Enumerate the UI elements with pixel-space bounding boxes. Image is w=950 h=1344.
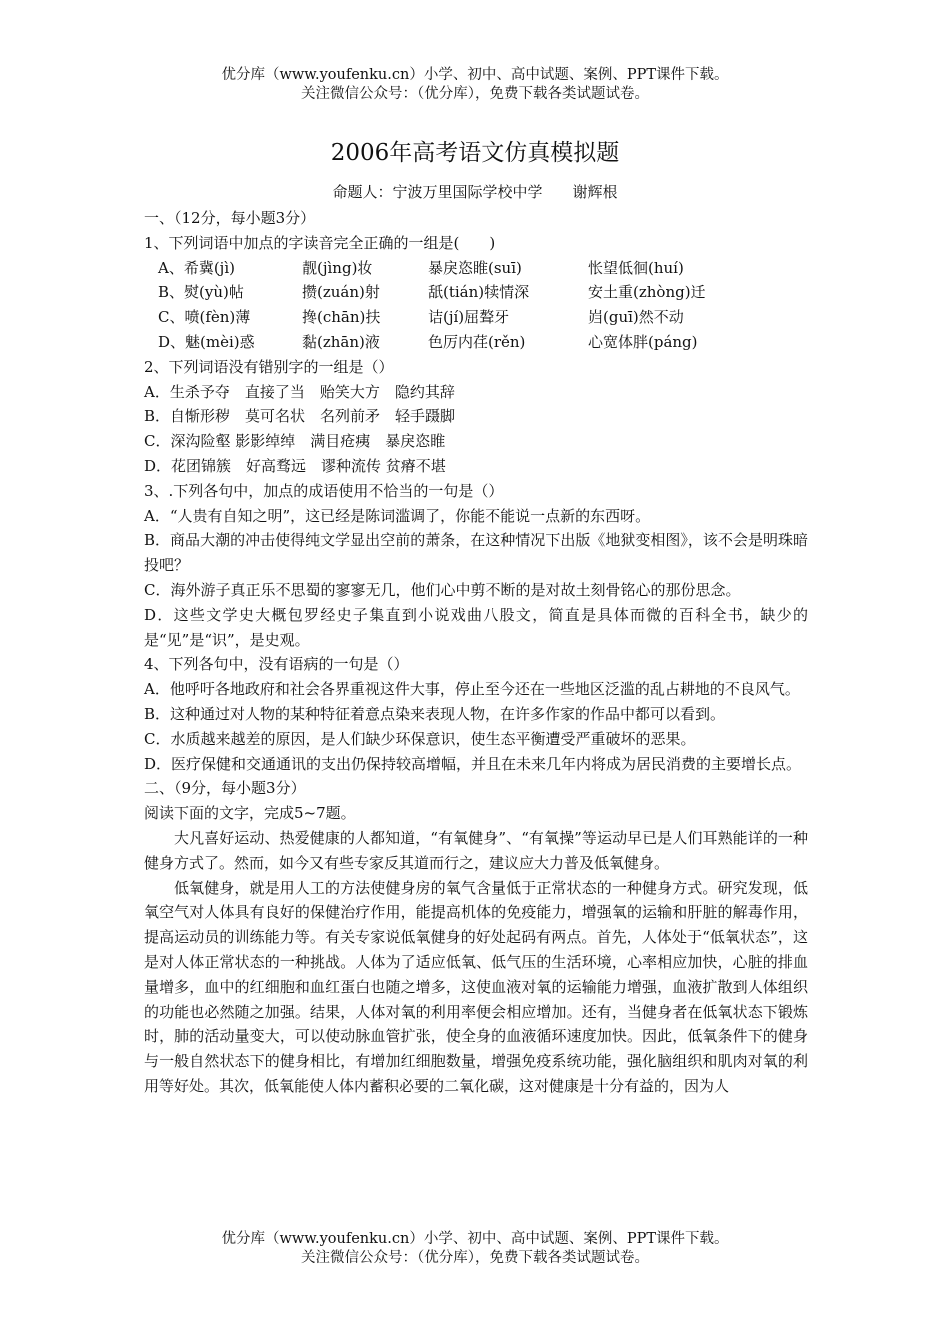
option-cell: 舐(tián)犊情深 [428, 283, 530, 302]
option-cell: 暴戾恣睢(suī) [428, 258, 522, 277]
option-cell: 色厉内荏(rěn) [428, 332, 526, 351]
question-1-option-row [144, 280, 808, 305]
section-1-heading: 一、（12分，每小题3分） [144, 209, 316, 227]
question-3-option-a: A．“人贵有自知之明”，这已经是陈词滥调了，你能不能说一点新的东西呀。 [144, 506, 651, 525]
option-cell: A、希冀(jì) [158, 258, 235, 277]
question-2-stem: 2、下列词语没有错别字的一组是（） [144, 357, 394, 376]
option-cell: C、喷(fèn)薄 [158, 308, 251, 327]
page-header [0, 66, 950, 104]
option-cell: 安土重(zhòng)迁 [588, 283, 706, 302]
option-cell: 靓(jìng)妆 [302, 258, 373, 277]
page-footer [0, 1230, 950, 1268]
question-4-option-d: D．医疗保健和交通通讯的支出仍保持较高增幅，并且在未来几年内将成为居民消费的主要增长点。 [144, 754, 802, 773]
header-line-1: 优分库（www.youfenku.cn）小学、初中、高中试题、案例、PPT课件下载。 [221, 67, 729, 83]
option-cell: 心宽体胖(páng) [588, 332, 698, 351]
question-2-option-d: D．花团锦簇 好高骛远 谬种流传 贫瘠不堪 [144, 456, 446, 475]
question-1-option-row [144, 330, 808, 355]
reading-instruction: 阅读下面的文字，完成5~7题。 [144, 804, 356, 823]
question-2-option-b: B．自惭形秽 莫可名状 名列前矛 轻手蹑脚 [144, 407, 456, 426]
option-cell: 诘(jí)屈聱牙 [428, 308, 510, 327]
question-1-option-row [144, 305, 808, 330]
option-cell: 攒(zuán)射 [302, 283, 380, 302]
reading-paragraph: 大凡喜好运动、热爱健康的人都知道，“有氧健身”、“有氧操”等运动早已是人们耳熟能详的一种健身方式了。然而，如今又有些专家反其道而行之，建议应大力普及低氧健身。 [144, 828, 808, 872]
header-line-2: 关注微信公众号：（优分库），免费下载各类试题试卷。 [301, 86, 649, 102]
question-3-option-b: B．商品大潮的冲击使得纯文学显出空前的萧条，在这种情况下出版《地狱变相图》，该不会是明珠暗投吧？ [144, 531, 808, 575]
option-cell: 搀(chān)扶 [302, 308, 381, 327]
question-3-option-c: C．海外游子真正乐不思蜀的寥寥无几，他们心中剪不断的是对故土刻骨铭心的那份思念。 [144, 580, 741, 599]
question-1-option-row [144, 256, 808, 281]
option-cell: 黏(zhān)液 [302, 332, 380, 351]
author-line: 命题人：宁波万里国际学校中学 谢辉根 [332, 183, 618, 201]
question-2-option-c: C．深沟险壑 影影绰绰 满目疮痍 暴戾恣睢 [144, 432, 446, 451]
question-4-option-b: B．这种通过对人物的某种特征着意点染来表现人物，在许多作家的作品中都可以看到。 [144, 704, 726, 723]
reading-paragraph: 低氧健身，就是用人工的方法使健身房的氧气含量低于正常状态的一种健身方式。研究发现，低氧空气对人体具有良好的保健治疗作用，能提高机体的免疫能力，增强氧的运输和肝脏的解毒作用，提高运动员的训练能力等。有关专家说低氧健身的好处起码有两点。首先，人体处于“低氧状态”，这是对人体正常状态的一种挑战。人体为了适应低氧、低气压的生活环境，心率相应加快，心脏的排血量增多，血中的红细胞和血红蛋白也随之增多，这使血液对氧的运输能力增强，血液扩散到人体组织的功能也必然随之加强。结果，人体对氧的利用率便会相应增加。还有，当健身者在低氧状态下锻炼时，肺的活动量变大，可以使动脉血管扩张，使全身的血液循环速度加快。因此，低氧条件下的健身与一般自然状态下的健身相比，有增加红细胞数量，增强免疫系统功能，强化脑组织和肌肉对氧的利用等好处。其次，低氧能使人体内蓄积必要的二氧化碳，这对健康是十分有益的，因为人 [144, 878, 808, 1095]
exam-content [144, 206, 808, 1099]
option-cell: D、魅(mèi)惑 [158, 332, 255, 351]
question-2-option-a: A．生杀予夺 直接了当 贻笑大方 隐约其辞 [144, 382, 455, 401]
footer-line-2: 关注微信公众号：（优分库），免费下载各类试题试卷。 [301, 1250, 649, 1266]
page-title: 2006年高考语文仿真模拟题 [330, 140, 620, 166]
question-1-stem: 1、下列词语中加点的字读音完全正确的一组是( ) [144, 233, 496, 252]
section-2-heading: 二、（9分，每小题3分） [144, 779, 306, 798]
option-cell: 怅望低徊(huí) [588, 258, 684, 277]
question-4-stem: 4、下列各句中，没有语病的一句是（） [144, 655, 409, 674]
option-cell: 岿(guī)然不动 [588, 308, 684, 327]
question-3-stem: 3、.下列各句中，加点的成语使用不恰当的一句是（） [144, 481, 504, 500]
question-3-option-d: D．这些文学史大概包罗经史子集直到小说戏曲八股文，简直是具体而微的百科全书，缺少的是“见”是“识”，是史观。 [144, 605, 808, 649]
question-4-option-c: C．水质越来越差的原因，是人们缺少环保意识，使生态平衡遭受严重破坏的恶果。 [144, 729, 696, 748]
question-4-option-a: A．他呼吁各地政府和社会各界重视这件大事，停止至今还在一些地区泛滥的乱占耕地的不良风气。 [144, 680, 800, 699]
option-cell: B、熨(yù)帖 [158, 283, 244, 302]
footer-line-1: 优分库（www.youfenku.cn）小学、初中、高中试题、案例、PPT课件下载。 [221, 1231, 729, 1247]
